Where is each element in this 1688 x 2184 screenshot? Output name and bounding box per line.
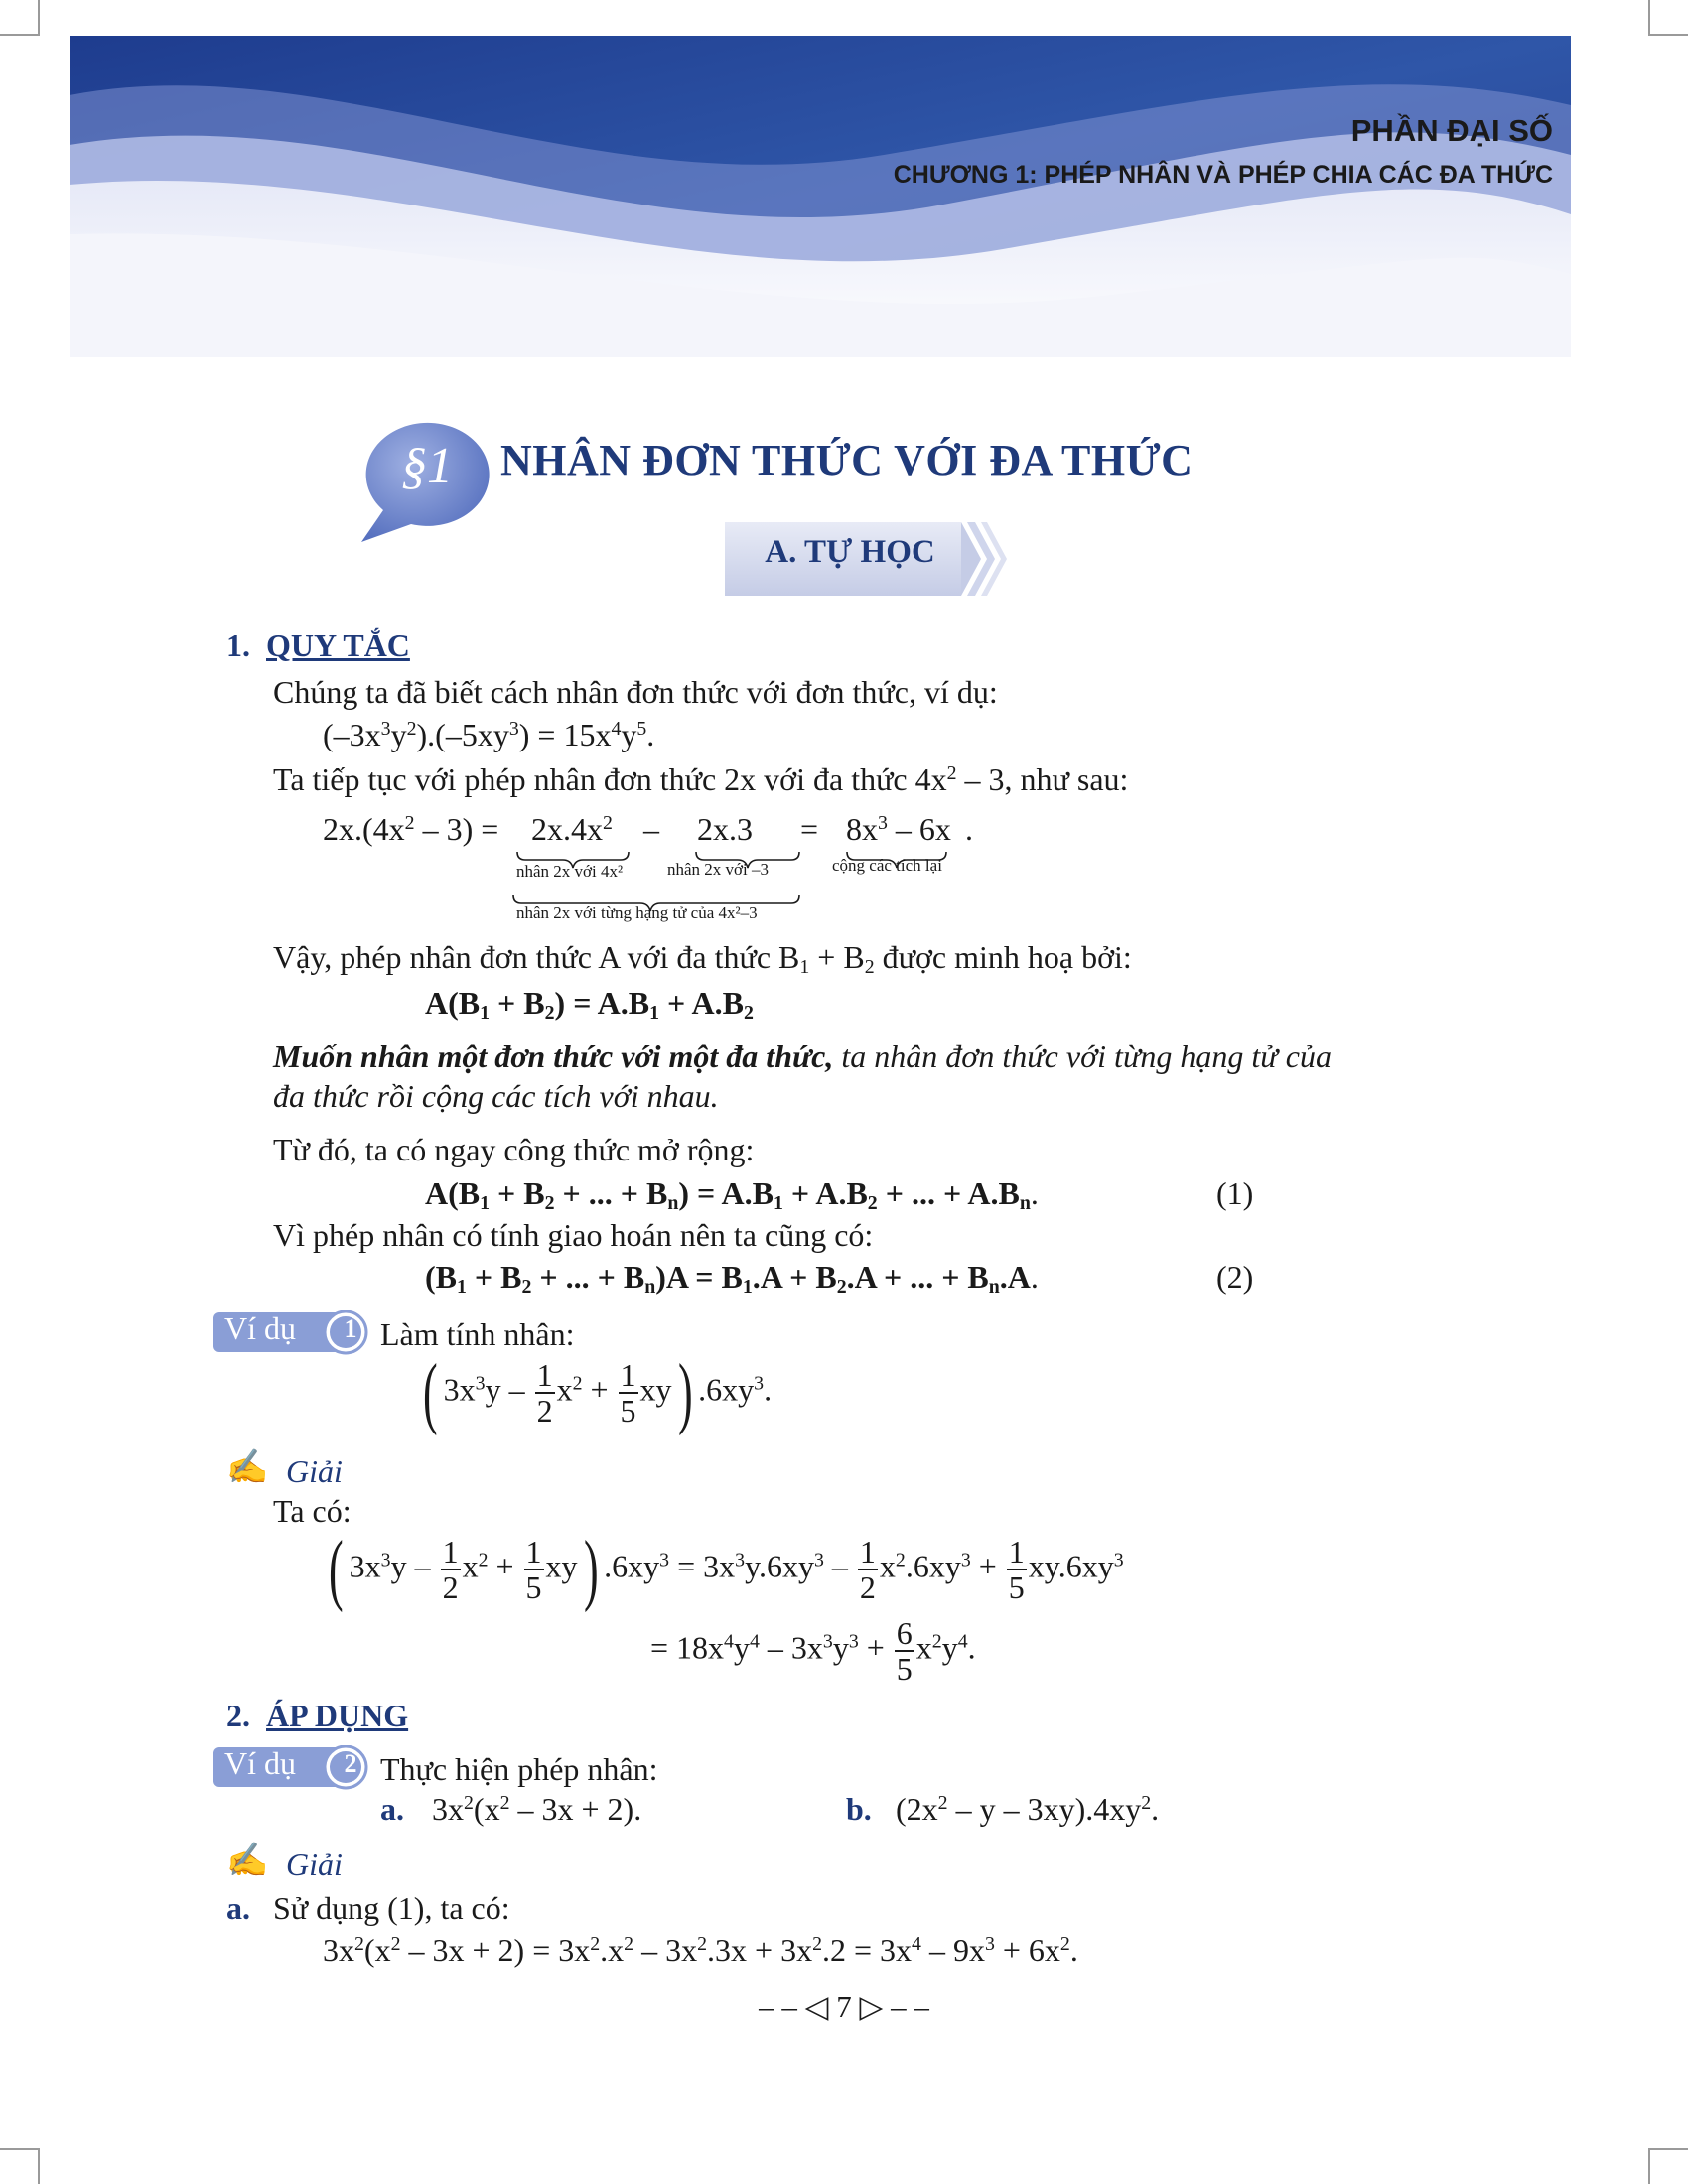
crop-mark bbox=[0, 2148, 40, 2150]
solution-1-line1: ( $3x^3y$ – $\frac{1}{2}$ $x^2$ + $\frac{1}{5}$ xy) $.6xy^3 = 3x^3y.6xy^3$ – $\frac{1}{2}$ $x^2.6xy^3$ + $\frac{1}{5}$ $xy.6xy^3$ bbox=[328, 1526, 1124, 1613]
example-2-part-a: $3x^2(x^2 - 3x + 2)$. bbox=[432, 1791, 642, 1827]
example-2-label-b: b. bbox=[846, 1791, 872, 1827]
rule-heading bbox=[226, 625, 410, 665]
illustrated-text: Vậy, phép nhân đơn thức A với đa thức $B_1 + B_2$ được minh hoạ bởi: bbox=[273, 939, 1132, 978]
formula-2-label: (2) bbox=[1216, 1259, 1254, 1295]
rule-statement-bold: Muốn nhân một đơn thức với một đa thức, bbox=[273, 1038, 834, 1074]
self-study-label: A. TỰ HỌC bbox=[765, 534, 935, 570]
example-2-part-b: ($2x^2$ – y – $3xy).4xy^2$. bbox=[896, 1791, 1160, 1827]
example-1-badge-text: Ví dụ bbox=[224, 1310, 296, 1346]
fraction: $\frac{1}{5}$ bbox=[1008, 1534, 1025, 1605]
solution-1-label: Giải bbox=[286, 1453, 343, 1489]
expansion-minus: – bbox=[643, 811, 659, 847]
formula-1-label: (1) bbox=[1216, 1175, 1254, 1211]
rule-intro: Chúng ta đã biết cách nhân đơn thức với đơn thức, ví dụ: bbox=[273, 674, 998, 710]
crop-mark bbox=[38, 0, 40, 34]
commutative-text: Vì phép nhân có tính giao hoán nên ta cũng có: bbox=[273, 1217, 874, 1253]
rule-statement bbox=[273, 1036, 1332, 1076]
expansion-result: $8x^3 - 6x$ bbox=[846, 811, 951, 847]
pen-icon: ✍ bbox=[226, 1843, 269, 1879]
brace-label-1: nhân 2x với 4x² bbox=[516, 862, 624, 881]
expansion-lhs: $2x.(4x^2 - 3)$ = bbox=[323, 811, 499, 847]
example-2-badge-text: Ví dụ bbox=[224, 1745, 296, 1781]
extended-formula-2: ($B_1 + B_2$ + ... + $B_n)A = B_1.A + B_2.A$ + ... + $B_n.A$. bbox=[425, 1259, 1039, 1297]
example-2-label-a: a. bbox=[380, 1791, 404, 1827]
rule-heading-text: QUY TẮC bbox=[266, 627, 410, 663]
apply-heading bbox=[226, 1696, 408, 1735]
expansion-equals: = bbox=[800, 811, 819, 847]
crop-mark bbox=[38, 2150, 40, 2184]
apply-heading-text: ÁP DỤNG bbox=[266, 1698, 409, 1733]
solution-2-label: Giải bbox=[286, 1846, 343, 1882]
expansion-term1: $2x.4x^2$ bbox=[531, 811, 613, 847]
fraction: $\frac{1}{2}$ bbox=[536, 1357, 553, 1429]
example-2-badge-num: 2 bbox=[344, 1749, 357, 1778]
expansion-period: . bbox=[965, 811, 973, 847]
fraction: $\frac{1}{2}$ bbox=[442, 1534, 459, 1605]
fraction: $\frac{6}{5}$ bbox=[896, 1615, 913, 1687]
crop-mark bbox=[1648, 2150, 1650, 2184]
section-number: §1 bbox=[401, 438, 453, 494]
monomial-example: $(-3x^3y^2).(-5xy^3) = 15x^4y^5$. bbox=[323, 717, 655, 752]
fraction: $\frac{1}{5}$ bbox=[525, 1534, 542, 1605]
rule-number: 1. bbox=[226, 627, 250, 663]
header-chapter: CHƯƠNG 1: PHÉP NHÂN VÀ PHÉP CHIA CÁC ĐA THỨC bbox=[893, 161, 1553, 189]
page-number-value: 7 bbox=[836, 1989, 852, 2024]
header-part: PHẦN ĐẠI SỐ bbox=[1350, 113, 1553, 148]
brace-label-2: nhân 2x với –3 bbox=[667, 860, 770, 879]
section-title: NHÂN ĐƠN THỨC VỚI ĐA THỨC bbox=[500, 436, 1194, 484]
crop-mark bbox=[1648, 34, 1688, 36]
header-banner bbox=[70, 36, 1571, 357]
fraction: $\frac{1}{5}$ bbox=[620, 1357, 636, 1429]
solution-2a-text: Sử dụng (1), ta có: bbox=[273, 1890, 510, 1926]
solution-1-intro: Ta có: bbox=[273, 1493, 352, 1529]
rule-statement-rest: ta nhân đơn thức với từng hạng tử của bbox=[833, 1038, 1332, 1074]
crop-mark bbox=[0, 34, 40, 36]
solution-2a-expansion: $3x^2(x^2 - 3x + 2) = 3x^2.x^2 - 3x^2.3x + 3x^2.2 = 3x^4 - 9x^3 + 6x^2$. bbox=[323, 1932, 1078, 1968]
example-2-task: Thực hiện phép nhân: bbox=[380, 1751, 658, 1787]
extended-intro: Từ đó, ta có ngay công thức mở rộng: bbox=[273, 1132, 755, 1167]
continue-text: Ta tiếp tục với phép nhân đơn thức 2x với đa thức $4x^2 - 3$, như sau: bbox=[273, 761, 1129, 797]
example-1-expression: ( $3x^3y$ – $\frac{1}{2}$ $x^2$ + $\frac{1}{5}$ xy) $.6xy^3$. bbox=[422, 1349, 773, 1436]
rule-statement-line2: đa thức rồi cộng các tích với nhau. bbox=[273, 1078, 719, 1114]
apply-number: 2. bbox=[226, 1698, 250, 1733]
example-1-badge-num: 1 bbox=[344, 1314, 357, 1343]
brace-label-4: nhân 2x với từng hạng tử của 4x²–3 bbox=[516, 903, 758, 922]
crop-mark bbox=[1648, 0, 1650, 34]
page-number: – – ◁ 7 ▷ – – bbox=[759, 1989, 929, 2024]
basic-formula: $A(B_1 + B_2) = A.B_1 + A.B_2$ bbox=[425, 985, 754, 1024]
expansion-term2: 2x.3 bbox=[697, 811, 753, 847]
extended-formula-1: $A(B_1 + B_2$ + ... + $B_n) = A.B_1 + A.B_2$ + ... + $A.B_n$. bbox=[425, 1175, 1039, 1214]
solution-2a-label: a. bbox=[226, 1890, 250, 1926]
fraction: $\frac{1}{2}$ bbox=[859, 1534, 876, 1605]
example-1-task: Làm tính nhân: bbox=[380, 1316, 575, 1352]
solution-1-line2: = $18x^4y^4 - 3x^3y^3$ + $\frac{6}{5}$ $x^2y^4$. bbox=[650, 1615, 976, 1687]
crop-mark bbox=[1648, 2148, 1688, 2150]
brace-label-3: cộng các tích lại bbox=[832, 856, 942, 875]
pen-icon: ✍ bbox=[226, 1449, 269, 1486]
